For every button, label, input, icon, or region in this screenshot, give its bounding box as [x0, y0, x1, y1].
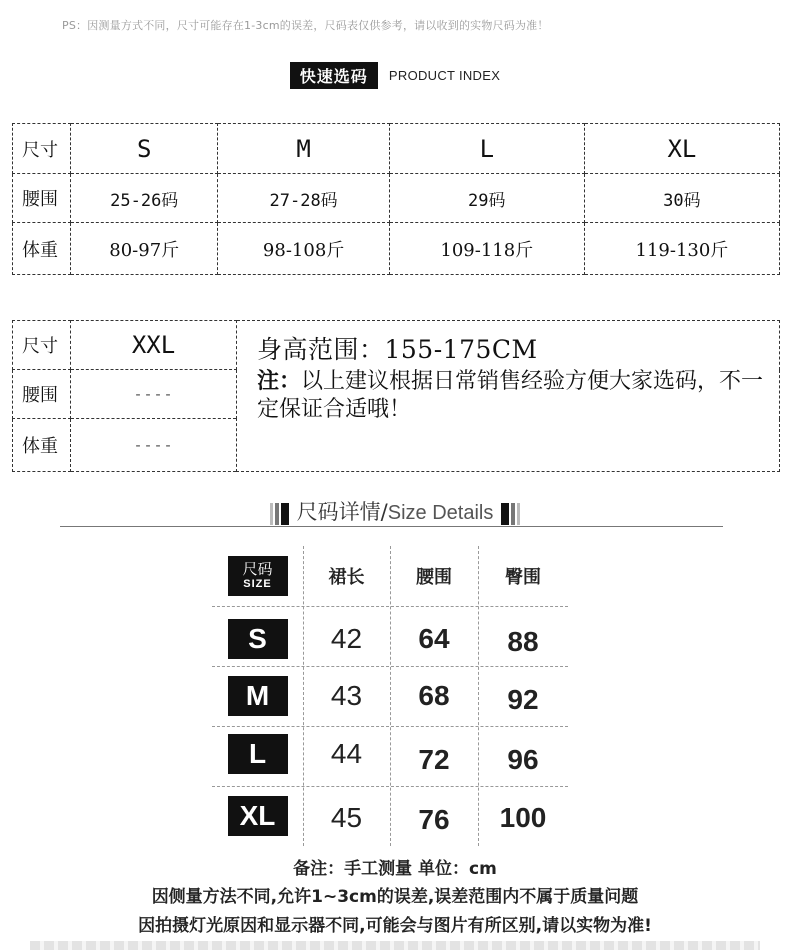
height-range: 身高范围：155-175CM — [257, 335, 538, 364]
size-header-cn: 尺码 — [242, 560, 273, 578]
waist-row-label: 腰围 — [13, 174, 71, 223]
footer-measure-note: 备注：手工测量 单位：cm — [293, 859, 497, 879]
row-size-s — [212, 609, 303, 669]
weight-cell-xl: 119-130斤 — [584, 223, 779, 275]
waist-value-l: 72 — [418, 744, 450, 775]
size-cell-xxl: XXL — [71, 321, 237, 370]
waist-row — [13, 174, 780, 223]
size-cell-xl: XL — [584, 124, 779, 174]
waist-value-s: 64 — [418, 623, 450, 654]
xxl-waist-label: 腰围 — [13, 370, 71, 419]
row-size-m — [212, 666, 303, 726]
product-index-badge: 快速选码 — [290, 62, 378, 89]
col-header-length: 裙长 — [328, 567, 365, 588]
weight-cell-s: 80-97斤 — [71, 223, 218, 275]
title-divider — [60, 526, 723, 527]
length-value-s: 42 — [330, 623, 363, 654]
advice-note — [257, 367, 767, 424]
waist-cell-l: 29码 — [389, 174, 584, 223]
size-details-title-cn: 尺码详情/ — [296, 500, 388, 524]
row-size-l — [212, 724, 303, 784]
size-header-cell — [212, 546, 303, 606]
top-note: PS：因测量方式不同，尺寸可能存在1-3cm的误差，尺码表仅供参考，请以收到的实物尺码为准！ — [62, 19, 549, 32]
advice-label: 注： — [257, 368, 302, 394]
weight-cell-xxl: ---- — [71, 419, 237, 472]
hip-value-m: 92 — [507, 684, 539, 715]
size-row-label: 尺寸 — [13, 124, 71, 174]
weight-cell-m: 98-108斤 — [218, 223, 389, 275]
waist-cell-s: 25-26码 — [71, 174, 218, 223]
footer-tolerance-note: 因侧量方法不同,允许1~3cm的误差,误差范围内不属于质量问题 — [151, 887, 639, 907]
row-size-xl — [212, 786, 303, 846]
size-badge-s: S — [228, 619, 288, 659]
advice-text: 以上建议根据日常销售经验方便大家选码，不一定保证合适哦！ — [257, 369, 764, 422]
size-cell-s: S — [71, 124, 218, 174]
weight-cell-l: 109-118斤 — [389, 223, 584, 275]
waist-cell-xl: 30码 — [584, 174, 779, 223]
length-value-m: 43 — [330, 680, 363, 711]
size-advice-panel — [237, 321, 780, 472]
length-value-l: 44 — [330, 738, 363, 769]
cropped-text-strip — [30, 941, 760, 950]
size-header-badge — [228, 556, 288, 596]
xxl-size-row — [13, 321, 780, 370]
size-cell-l: L — [389, 124, 584, 174]
waist-value-m: 68 — [418, 680, 450, 711]
title-bars-left-icon — [269, 501, 290, 525]
hip-value-l: 96 — [507, 744, 539, 775]
waist-cell-m: 27-28码 — [218, 174, 389, 223]
size-details-title-en: Size Details — [387, 502, 494, 524]
size-badge-l: L — [228, 734, 288, 774]
size-header-en: SIZE — [243, 578, 272, 590]
weight-row — [13, 223, 780, 275]
waist-value-xl: 76 — [418, 804, 450, 835]
length-value-xl: 45 — [330, 802, 363, 833]
size-index-table — [12, 123, 780, 275]
xxl-weight-label: 体重 — [13, 419, 71, 472]
size-index-table-xxl — [12, 320, 780, 472]
col-header-hip: 臀围 — [505, 567, 541, 588]
size-badge-xl: XL — [228, 796, 288, 836]
size-details-title — [0, 496, 790, 526]
footer-color-note: 因拍摄灯光原因和显示器不同,可能会与图片有所区别,请以实物为准! — [138, 916, 652, 936]
col-header-waist: 腰围 — [416, 567, 452, 588]
hip-value-s: 88 — [507, 626, 539, 657]
waist-cell-xxl: ---- — [71, 370, 237, 419]
size-cell-m: M — [218, 124, 389, 174]
weight-row-label: 体重 — [13, 223, 71, 275]
xxl-size-label: 尺寸 — [13, 321, 71, 370]
title-bars-right-icon — [500, 501, 521, 525]
hip-value-xl: 100 — [499, 802, 547, 833]
product-index-heading — [0, 62, 790, 89]
size-row — [13, 124, 780, 174]
size-details-grid — [212, 546, 568, 846]
size-badge-m: M — [228, 676, 288, 716]
product-index-english: PRODUCT INDEX — [388, 68, 501, 83]
